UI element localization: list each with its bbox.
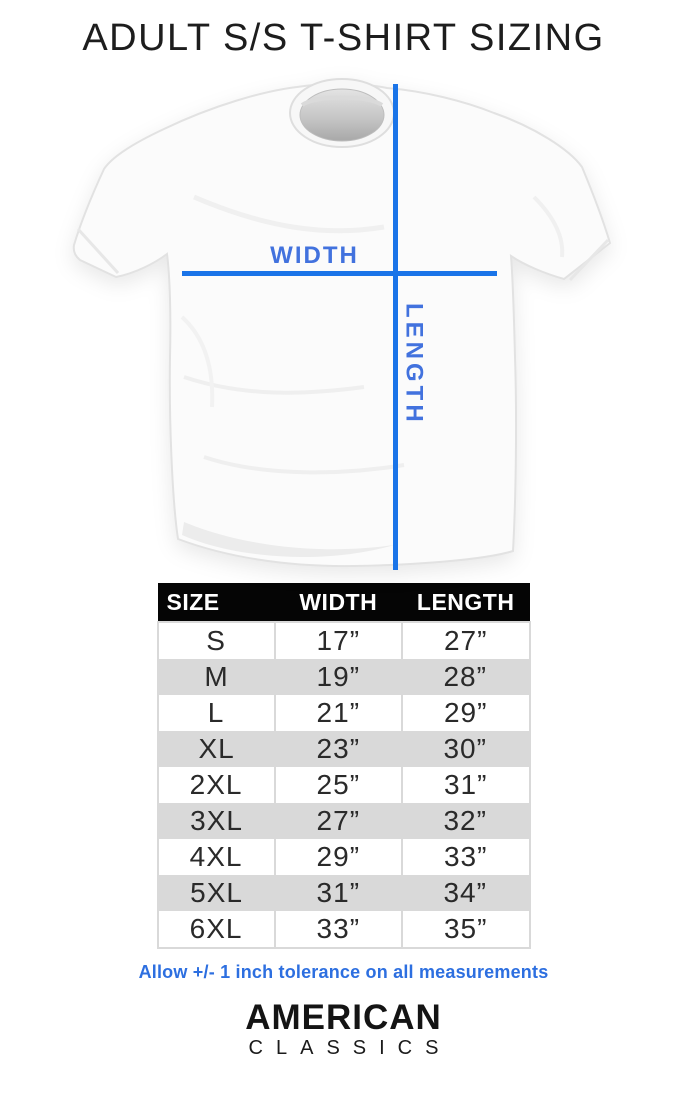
length-measure-label: LENGTH xyxy=(400,303,428,426)
table-row-3xl xyxy=(158,803,530,839)
length-measure-line xyxy=(393,84,398,570)
width-measure-line xyxy=(182,271,497,276)
table-row-s xyxy=(158,622,530,659)
cell-length: 29” xyxy=(402,695,530,731)
size-table-body xyxy=(158,622,530,948)
column-header-size: SIZE xyxy=(158,583,275,622)
cell-width: 17” xyxy=(275,622,402,659)
size-chart-table xyxy=(157,583,531,949)
cell-length: 28” xyxy=(443,661,487,692)
cell-size: M xyxy=(204,661,229,692)
cell-width: 27” xyxy=(316,805,361,836)
cell-length: 33” xyxy=(402,839,530,875)
cell-width: 23” xyxy=(316,733,361,764)
cell-size: XL xyxy=(198,733,235,764)
column-header-width: WIDTH xyxy=(275,583,402,622)
tshirt-measurement-diagram xyxy=(64,77,624,577)
size-table-header-row xyxy=(158,583,530,622)
tolerance-note: Allow +/- 1 inch tolerance on all measurements xyxy=(138,962,549,982)
width-measure-label: WIDTH xyxy=(270,242,359,269)
sizing-chart-page xyxy=(0,15,687,1095)
cell-length: 35” xyxy=(402,911,530,948)
cell-width: 33” xyxy=(275,911,402,948)
table-row-xl xyxy=(158,731,530,767)
cell-length: 30” xyxy=(443,733,487,764)
cell-size: 2XL xyxy=(189,769,243,800)
table-row-5xl xyxy=(158,875,530,911)
cell-size: 4XL xyxy=(189,841,243,872)
cell-length: 34” xyxy=(443,877,487,908)
page-title: ADULT S/S T-SHIRT SIZING xyxy=(82,17,605,59)
cell-size: 6XL xyxy=(189,913,243,944)
cell-length: 27” xyxy=(402,622,530,659)
cell-size: S xyxy=(206,625,226,656)
table-row-2xl xyxy=(158,767,530,803)
cell-width: 21” xyxy=(275,695,402,731)
table-row-l xyxy=(158,695,530,731)
brand-subname: CLASSICS xyxy=(248,1037,452,1059)
brand-name: AMERICAN xyxy=(245,998,442,1037)
cell-size: 5XL xyxy=(190,877,243,908)
table-row-6xl xyxy=(158,911,530,948)
tshirt-image xyxy=(64,77,624,577)
table-row-4xl xyxy=(158,839,530,875)
brand-logo xyxy=(0,1000,687,1060)
cell-size: 3XL xyxy=(190,805,243,836)
cell-width: 19” xyxy=(316,661,361,692)
cell-size: L xyxy=(207,697,225,728)
column-header-length: LENGTH xyxy=(402,583,530,622)
cell-width: 25” xyxy=(275,767,402,803)
cell-width: 31” xyxy=(316,877,361,908)
cell-length: 31” xyxy=(402,767,530,803)
table-row-m xyxy=(158,659,530,695)
cell-length: 32” xyxy=(443,805,487,836)
cell-width: 29” xyxy=(275,839,402,875)
